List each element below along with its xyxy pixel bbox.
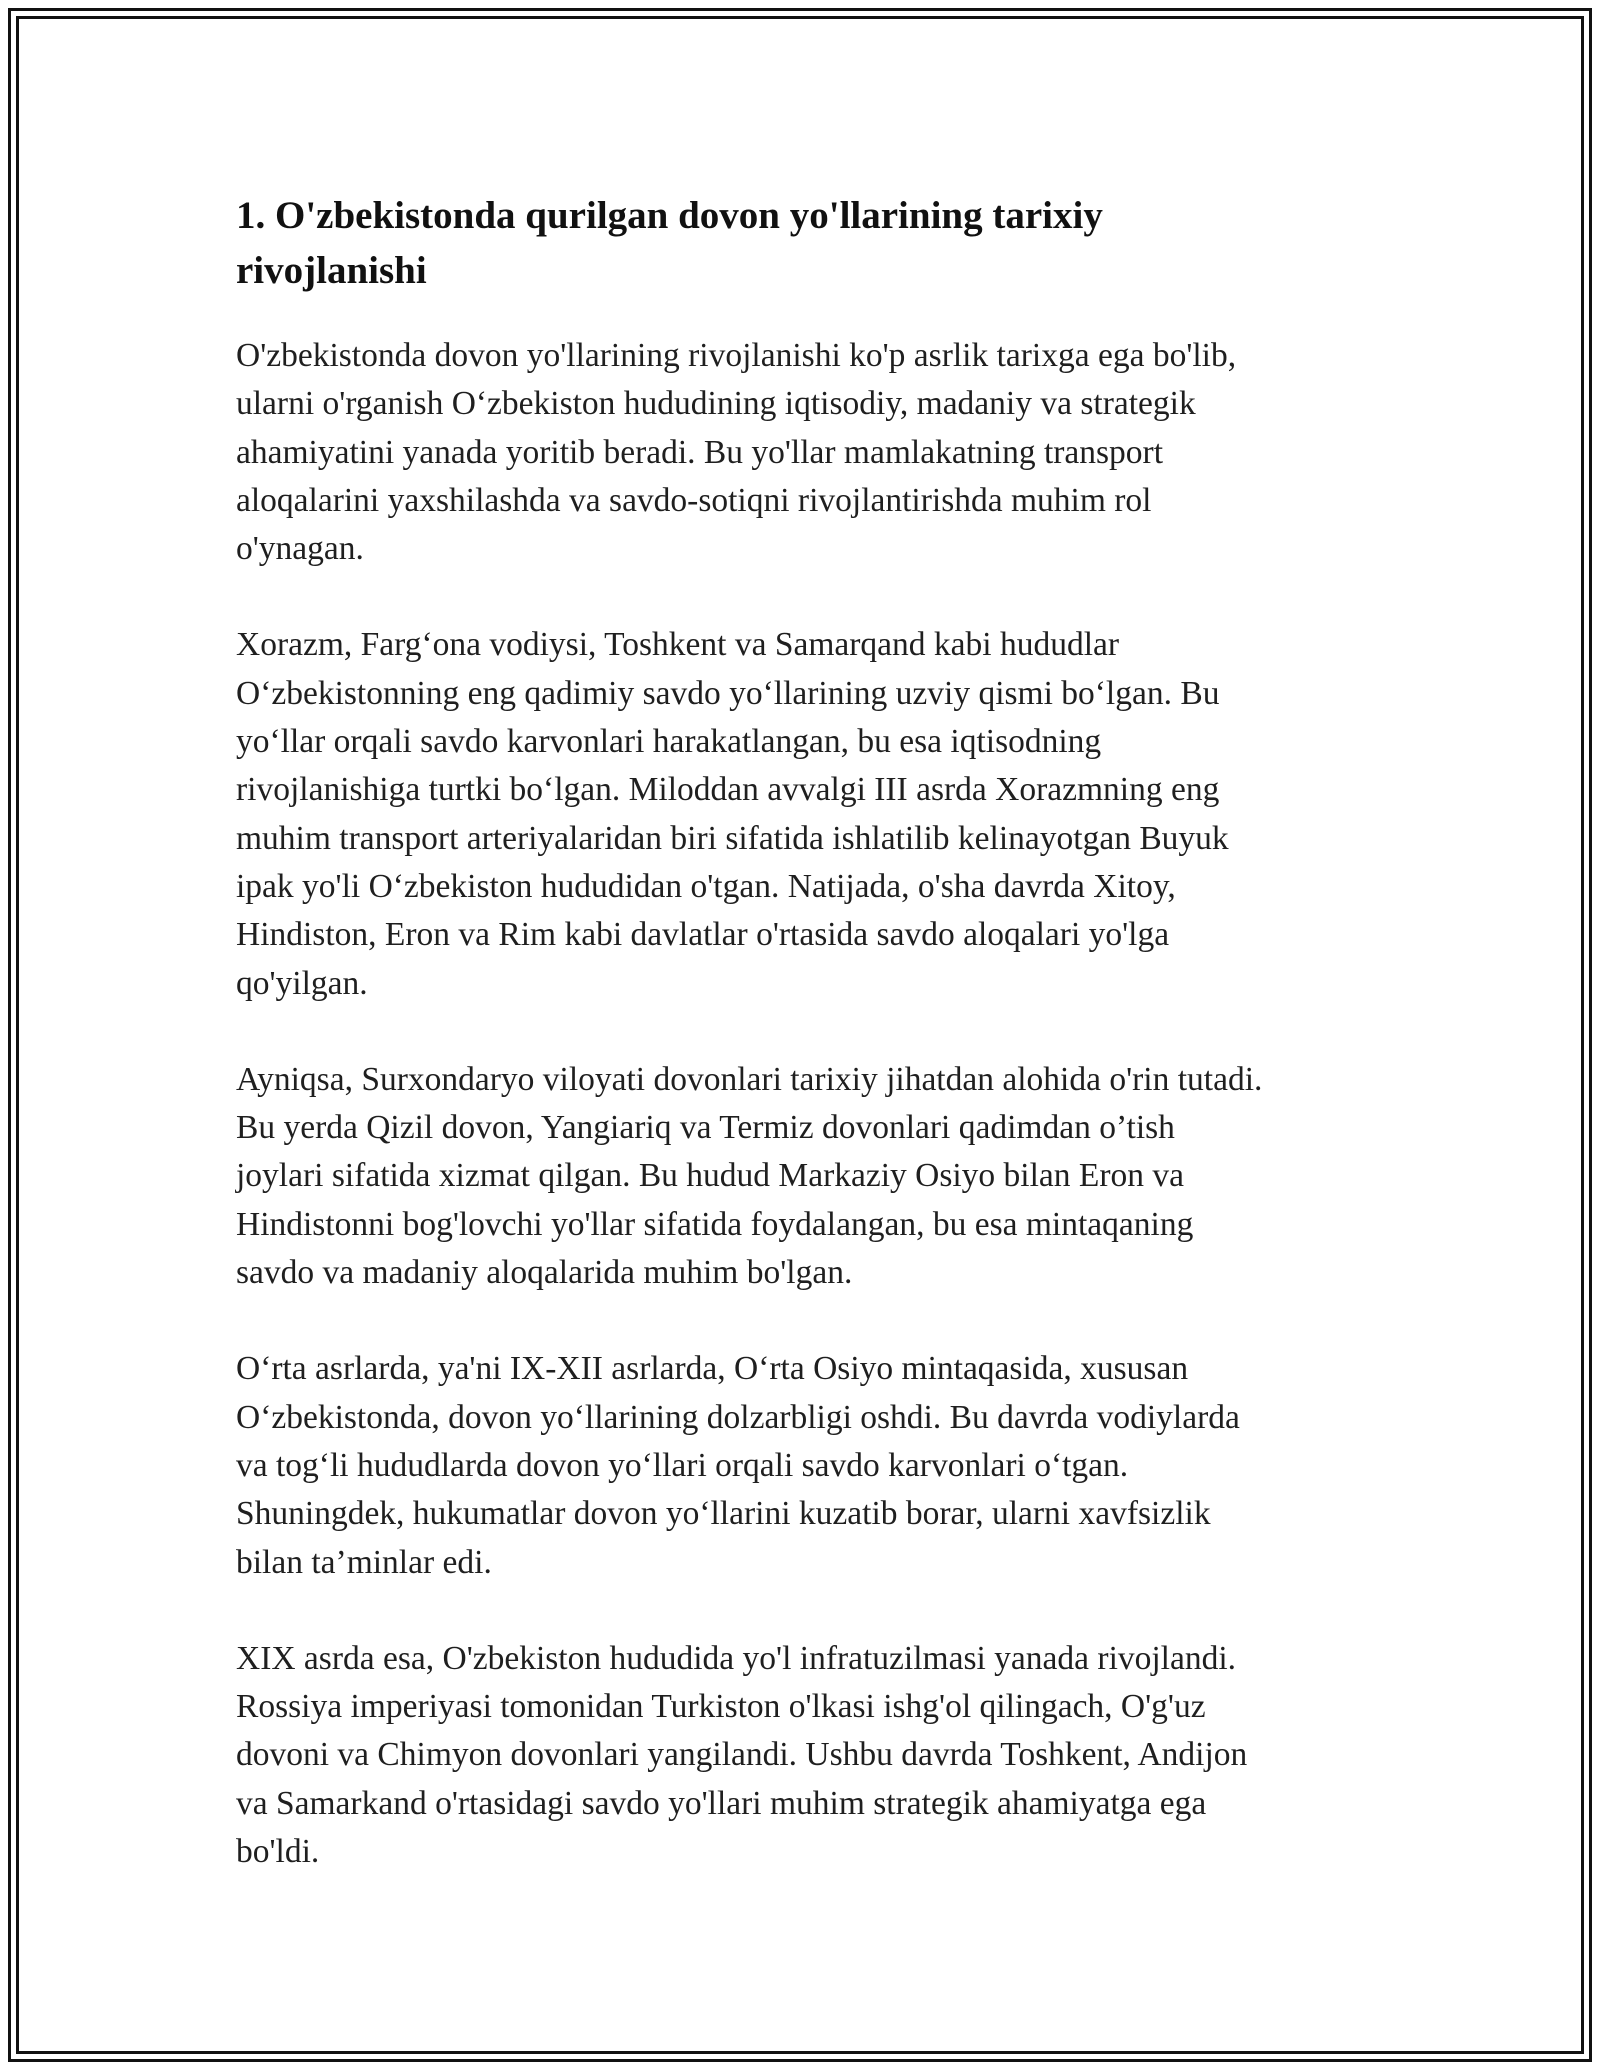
paragraph-2: Xorazm, Farg‘ona vodiysi, Toshkent va Samarqand kabi hududlar O‘zbekistonning eng qadimiy savdo yo‘llarining uzviy qismi bo‘lgan. Bu yo‘llar orqali savdo karvonlari harakatlangan, bu esa iqtisodning rivojlanishiga turtki bo‘lgan. Miloddan avvalgi III asrda Xorazmning eng muhim transport arteriyalaridan biri sifatida ishlatilib kelinayotgan Buyuk ipak yo'li O‘zbekiston hududidan o'tgan. Natijada, o'sha davrda Xitoy, Hindiston, Eron va Rim kabi davlatlar o'rtasida savdo aloqalari yo'lga qo'yilgan. [236, 626, 1229, 1002]
paragraph-1: O'zbekistonda dovon yo'llarining rivojlanishi ko'p asrlik tarixga ega bo'lib, ularni o'rganish O‘zbekiston hududining iqtisodiy, madaniy va strategik ahamiyatini yanada yoritib beradi. Bu yo'llar mamlakatning transport aloqalarini yaxshilashda va savdo-sotiqni rivojlantirishda muhim rol o'ynagan. [236, 337, 1237, 568]
paragraph-4: O‘rta asrlarda, ya'ni IX-XII asrlarda, O‘rta Osiyo mintaqasida, xususan O‘zbekistonda, dovon yo‘llarining dolzarbligi oshdi. Bu davrda vodiylarda va tog‘li hududlarda dovon yo‘llari orqali savdo karvonlari o‘tgan. Shuningdek, hukumatlar dovon yo‘llarini kuzatib borar, ularni xavfsizlik bilan ta’minlar edi. [236, 1350, 1240, 1581]
paragraph-3: Ayniqsa, Surxondaryo viloyati dovonlari tarixiy jihatdan alohida o'rin tutadi. Bu yerda Qizil dovon, Yangiariq va Termiz dovonlari qadimdan o’tish joylari sifatida xizmat qilgan. Bu hudud Markaziy Osiyo bilan Eron va Hindistonni bog'lovchi yo'llar sifatida foydalangan, bu esa mintaqaning savdo va madaniy aloqalarida muhim bo'lgan. [236, 1060, 1263, 1292]
document-body [236, 188, 1386, 1924]
document-title: 1. O'zbekistonda qurilgan dovon yo'llarining tarixiy rivojlanishi [236, 194, 1103, 292]
paragraph-5: XIX asrda esa, O'zbekiston hududida yo'l infratuzilmasi yanada rivojlandi. Rossiya imperiyasi tomonidan Turkiston o'lkasi ishg'ol qilingach, O'g'uz dovoni va Chimyon dovonlari yangilandi. Ushbu davrda Toshkent, Andijon va Samarkand o'rtasidagi savdo yo'llari muhim strategik ahamiyatga ega bo'ldi. [236, 1639, 1248, 1871]
